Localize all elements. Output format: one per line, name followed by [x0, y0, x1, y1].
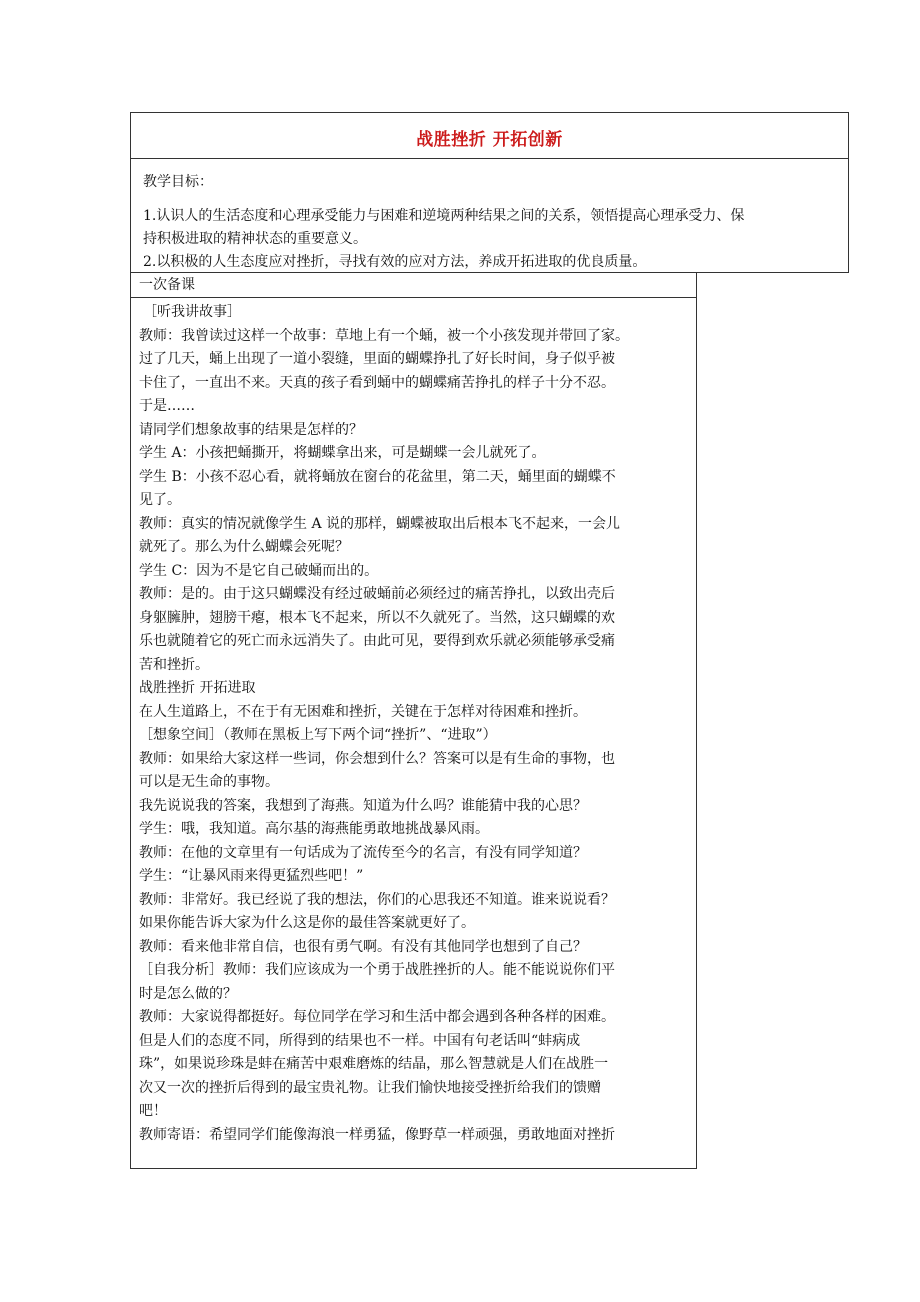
plan-line: 过了几天，蛹上出现了一道小裂缝，里面的蝴蝶挣扎了好长时间，身子似乎被 — [139, 351, 615, 367]
goals-heading: 教学目标： — [143, 174, 213, 190]
plan-line: ［听我讲故事］ — [143, 304, 241, 320]
goals-cell — [130, 158, 849, 273]
plan-line: 于是…… — [139, 398, 195, 414]
plan-header-row — [131, 273, 696, 298]
plan-line: 次又一次的挫折后得到的最宝贵礼物。让我们愉快地接受挫折给我们的馈赠 — [139, 1079, 601, 1096]
plan-line: 身躯臃肿，翅膀干瘪，根本飞不起来，所以不久就死了。当然，这只蝴蝶的欢 — [139, 609, 615, 626]
plan-line: 教师：非常好。我已经说了我的想法，你们的心思我还不知道。谁来说说看？ — [139, 891, 615, 908]
plan-header-label: 一次备课 — [139, 277, 195, 293]
plan-line: 珠”，如果说珍珠是蚌在痛苦中艰难磨炼的结晶，那么智慧就是人们在战胜一 — [139, 1056, 609, 1072]
plan-line: 可以是无生命的事物。 — [139, 774, 279, 790]
plan-line: 但是人们的态度不同，所得到的结果也不一样。中国有句老话叫“蚌病成 — [139, 1032, 581, 1049]
plan-line: 如果你能告诉大家为什么这是你的最佳答案就更好了。 — [139, 915, 475, 931]
plan-line: 卡住了，一直出不来。天真的孩子看到蛹中的蝴蝶痛苦挣扎的样子十分不忍。 — [139, 374, 615, 391]
plan-line: 吧！ — [139, 1103, 167, 1119]
plan-line: 在人生道路上，不在于有无困难和挫折，关键在于怎样对待困难和挫折。 — [139, 703, 587, 720]
plan-line: 教师：大家说得都挺好。每位同学在学习和生活中都会遇到各种各样的困难。 — [139, 1009, 615, 1025]
plan-line: 战胜挫折 开拓进取 — [139, 680, 256, 696]
goal-line: 持积极进取的精神状态的重要意义。 — [143, 231, 367, 247]
plan-line: 学生 B：小孩不忍心看，就将蛹放在窗台的花盆里，第二天，蛹里面的蝴蝶不 — [139, 468, 616, 485]
lesson-plan-cell — [130, 272, 697, 1169]
plan-line: 教师：我曾读过这样一个故事：草地上有一个蛹，被一个小孩发现并带回了家。 — [139, 327, 629, 344]
page-title: 战胜挫折 开拓创新 — [416, 130, 563, 150]
plan-line: 见了。 — [139, 492, 181, 508]
plan-line: 教师：在他的文章里有一句话成为了流传至今的名言，有没有同学知道？ — [139, 844, 587, 861]
plan-line: ［想象空间］（教师在黑板上写下两个词“挫折”、“进取”） — [139, 727, 497, 743]
plan-line: 教师：看来他非常自信，也很有勇气啊。有没有其他同学也想到了自己？ — [139, 938, 587, 955]
plan-line: 教师：是的。由于这只蝴蝶没有经过破蛹前必须经过的痛苦挣扎，以致出壳后 — [139, 586, 615, 602]
plan-line: 我先说说我的答案，我想到了海燕。知道为什么吗？谁能猜中我的心思？ — [139, 797, 587, 814]
plan-line: 学生 C：因为不是它自己破蛹而出的。 — [139, 562, 379, 579]
plan-line: 教师：如果给大家这样一些词，你会想到什么？答案可以是有生命的事物，也 — [139, 750, 615, 767]
plan-line: 学生 A：小孩把蛹撕开，将蝴蝶拿出来，可是蝴蝶一会儿就死了。 — [139, 445, 546, 461]
goal-line: 2.以积极的人生态度应对挫折，寻找有效的应对方法，养成开拓进取的优良质量。 — [143, 254, 647, 270]
plan-line: 学生：哦，我知道。高尔基的海燕能勇敢地挑战暴风雨。 — [139, 821, 489, 837]
plan-line: 乐也就随着它的死亡而永远消失了。由此可见，要得到欢乐就必须能够承受痛 — [139, 633, 615, 649]
plan-line: 教师：真实的情况就像学生 A 说的那样，蝴蝶被取出后根本飞不起来，一会儿 — [139, 515, 621, 532]
plan-line: 学生：“让暴风雨来得更猛烈些吧！” — [139, 868, 364, 884]
title-cell — [130, 112, 849, 159]
plan-line: 时是怎么做的？ — [139, 985, 237, 1002]
goal-line: 1.认识人的生活态度和心理承受能力与困难和逆境两种结果之间的关系，领悟提高心理承受力、保 — [143, 208, 745, 224]
plan-line: 教师寄语：希望同学们能像海浪一样勇猛，像野草一样顽强，勇敢地面对挫折 — [139, 1126, 615, 1143]
plan-line: ［自我分析］教师：我们应该成为一个勇于战胜挫折的人。能不能说说你们平 — [139, 962, 615, 978]
plan-line: 苦和挫折。 — [139, 656, 209, 673]
plan-line: 就死了。那么为什么蝴蝶会死呢？ — [139, 539, 349, 555]
plan-line: 请同学们想象故事的结果是怎样的？ — [139, 421, 363, 438]
